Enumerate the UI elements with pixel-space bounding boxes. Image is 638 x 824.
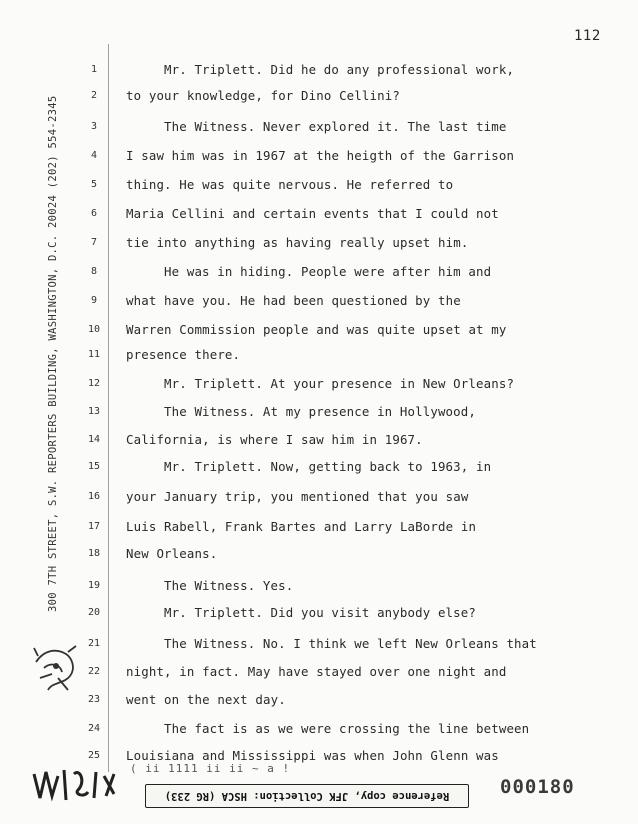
transcript-line: He was in hiding. People were after him and	[164, 264, 492, 279]
line-number: 23	[87, 694, 101, 705]
line-number: 4	[90, 150, 98, 161]
transcript-line: your January trip, you mentioned that you saw	[126, 489, 469, 504]
line-number: 21	[87, 638, 101, 649]
transcript-line: The Witness. Never explored it. The last time	[164, 119, 507, 134]
line-number: 19	[87, 580, 101, 591]
line-number: 2	[90, 90, 98, 101]
line-number: 6	[90, 208, 98, 219]
line-number: 24	[87, 723, 101, 734]
transcript-line: to your knowledge, for Dino Cellini?	[126, 88, 400, 103]
transcript-line: Mr. Triplett. At your presence in New Orleans?	[164, 376, 515, 391]
margin-rule	[108, 44, 109, 772]
transcript-line: tie into anything as having really upset him.	[126, 235, 469, 250]
transcript-line: Luis Rabell, Frank Bartes and Larry LaBorde in	[126, 519, 477, 534]
line-number: 5	[90, 179, 98, 190]
line-number: 20	[87, 607, 101, 618]
transcript-line: The Witness. No. I think we left New Orleans that	[164, 636, 537, 651]
reporter-address: 300 7TH STREET, S.W. REPORTERS BUILDING, WASHINGTON, D.C. 20024 (202) 554-2345	[47, 95, 59, 612]
transcript-line: The Witness. Yes.	[164, 578, 294, 593]
transcript-line: what have you. He had been questioned by the	[126, 293, 461, 308]
transcript-line: I saw him was in 1967 at the heigth of the Garrison	[126, 148, 515, 163]
transcript-line: The Witness. At my presence in Hollywood,	[164, 404, 477, 419]
line-number: 1	[90, 64, 98, 75]
line-number: 16	[87, 491, 101, 502]
transcript-line: thing. He was quite nervous. He referred to	[126, 177, 454, 192]
page-number: 112	[574, 28, 601, 44]
transcript-line: The fact is as we were crossing the line between	[164, 721, 530, 736]
line-number: 15	[87, 461, 101, 472]
transcript-line: Maria Cellini and certain events that I could not	[126, 206, 499, 221]
document-number: 000180	[500, 776, 575, 798]
transcript-line: Warren Commission people and was quite upset at my	[126, 322, 507, 337]
line-number: 17	[87, 521, 101, 532]
reference-stamp: Reference copy, JFK Collection: HSCA (RG 233)	[145, 784, 469, 808]
transcript-line: Mr. Triplett. Did you visit anybody else?	[164, 605, 477, 620]
transcript-line: night, in fact. May have stayed over one night and	[126, 664, 507, 679]
line-number: 9	[90, 295, 98, 306]
line-number: 18	[87, 548, 101, 559]
transcript-line: Louisiana and Mississippi was when John Glenn was	[126, 748, 499, 763]
transcript-line: New Orleans.	[126, 546, 218, 561]
line-number: 8	[90, 266, 98, 277]
transcript-line: presence there.	[126, 347, 241, 362]
line-number: 12	[87, 378, 101, 389]
transcript-line: California, is where I saw him in 1967.	[126, 432, 423, 447]
transcript-line: went on the next day.	[126, 692, 286, 707]
line-number: 10	[87, 324, 101, 335]
transcript-line: Mr. Triplett. Did he do any professional work,	[164, 62, 515, 77]
line-number: 11	[87, 349, 101, 360]
line-number: 14	[87, 434, 101, 445]
stamp-smudge-icon	[30, 764, 128, 804]
agency-emblem-icon	[30, 638, 80, 698]
transcript-line: Mr. Triplett. Now, getting back to 1963, in	[164, 459, 492, 474]
cut-off-line: ( ii 1111 ii ii ~ a !	[130, 762, 291, 775]
line-number: 13	[87, 406, 101, 417]
line-number: 3	[90, 121, 98, 132]
line-number: 22	[87, 666, 101, 677]
line-number: 25	[87, 750, 101, 761]
line-number: 7	[90, 237, 98, 248]
